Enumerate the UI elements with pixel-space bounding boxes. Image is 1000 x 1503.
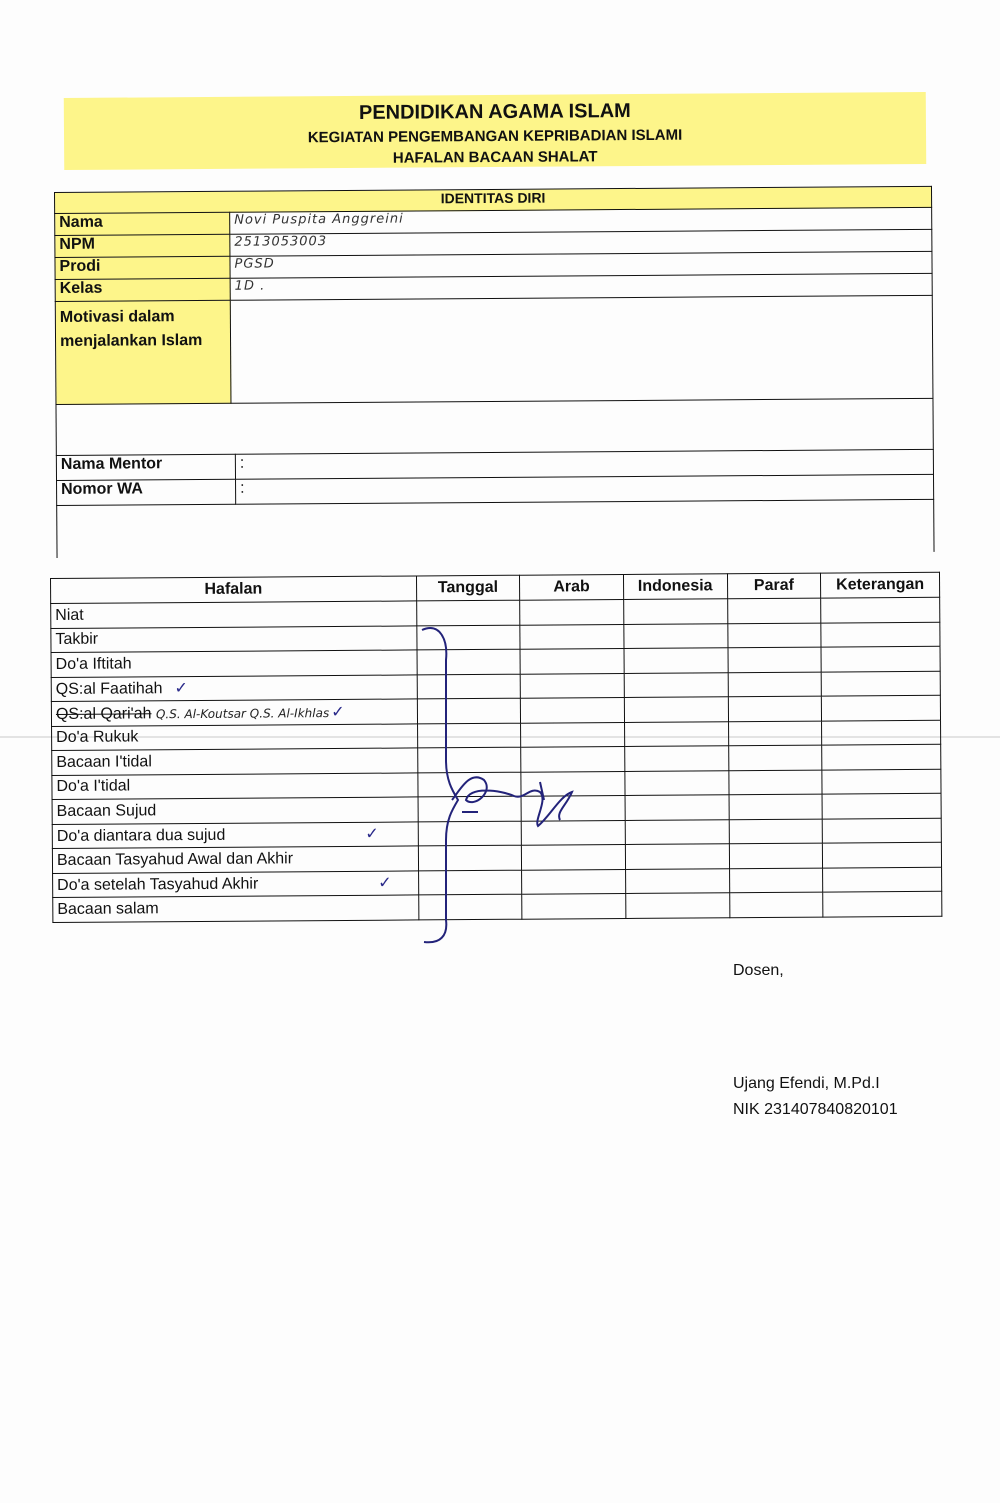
cell-paraf[interactable]: [729, 892, 823, 917]
cell-tanggal[interactable]: [416, 625, 520, 650]
field-value-kelas[interactable]: 1D .: [230, 273, 932, 300]
cell-keterangan[interactable]: [823, 867, 942, 892]
cell-indonesia[interactable]: [625, 868, 729, 893]
cell-arab[interactable]: [520, 624, 624, 649]
cell-indonesia[interactable]: [624, 672, 728, 697]
check-mark-icon: ✓: [331, 703, 345, 721]
cell-arab[interactable]: [521, 771, 625, 796]
hafalan-item-label: Do'a Rukuk: [56, 728, 139, 747]
dosen-name: Ujang Efendi, M.Pd.I: [733, 1075, 880, 1092]
hafalan-item-label: Bacaan I'tidal: [56, 753, 152, 771]
cell-arab[interactable]: [520, 599, 624, 624]
hafalan-item-label: QS:al Faatihah: [55, 680, 163, 699]
hafalan-item-label: Do'a I'tidal: [56, 777, 131, 796]
cell-paraf[interactable]: [729, 819, 823, 844]
cell-arab[interactable]: [520, 673, 624, 698]
cell-paraf[interactable]: [729, 868, 823, 893]
field-label-prodi: Prodi: [55, 256, 230, 279]
cell-keterangan[interactable]: [823, 891, 942, 916]
cell-indonesia[interactable]: [624, 648, 728, 673]
cell-keterangan[interactable]: [822, 720, 941, 745]
cell-paraf[interactable]: [728, 745, 822, 770]
cell-indonesia[interactable]: [625, 770, 729, 795]
hafalan-item: [53, 895, 419, 922]
dosen-block: [733, 1071, 898, 1123]
cell-keterangan[interactable]: [823, 842, 942, 867]
cell-indonesia[interactable]: [624, 721, 728, 746]
mentor-wa-label: Nomor WA: [57, 479, 236, 505]
cell-arab[interactable]: [522, 869, 626, 894]
hafalan-item-label: Takbir: [55, 630, 99, 649]
hafalan-item: [52, 797, 418, 824]
cell-indonesia[interactable]: [625, 844, 729, 869]
hafalan-item-label: Do'a diantara dua sujud: [56, 827, 226, 846]
cell-tanggal[interactable]: [416, 600, 520, 625]
hafalan-table: [50, 572, 942, 923]
mentor-name-label: Nama Mentor: [56, 454, 235, 480]
cell-indonesia[interactable]: [624, 697, 728, 722]
hafalan-item: [51, 625, 417, 652]
cell-indonesia[interactable]: [625, 795, 729, 820]
cell-keterangan[interactable]: [822, 818, 941, 843]
col-header-tanggal: Tanggal: [416, 575, 520, 601]
identity-title: IDENTITAS DIRI: [55, 186, 932, 213]
cell-paraf[interactable]: [728, 672, 822, 697]
cell-arab[interactable]: [521, 722, 625, 747]
hafalan-item: [51, 601, 417, 628]
hafalan-item-label: Do'a setelah Tasyahud Akhir: [57, 875, 259, 895]
cell-tanggal[interactable]: [418, 870, 522, 895]
check-mark-icon: ✓: [365, 825, 379, 844]
hafalan-item: [51, 699, 417, 726]
mentor-spacer: [56, 500, 934, 558]
cell-keterangan[interactable]: [821, 671, 940, 696]
cell-indonesia[interactable]: [625, 819, 729, 844]
field-value-motivasi[interactable]: [230, 295, 933, 403]
col-header-hafalan: Hafalan: [51, 576, 417, 604]
field-label-npm: NPM: [55, 234, 230, 257]
hafalan-item: [52, 772, 418, 799]
handwritten-note: Q.S. Al-Koutsar Q.S. Al-Ikhlas: [155, 705, 330, 722]
col-header-arab: Arab: [520, 574, 624, 600]
hafalan-item: [51, 674, 417, 701]
hafalan-item-label: Bacaan Sujud: [56, 802, 157, 820]
hafalan-item: [51, 650, 417, 677]
cell-indonesia[interactable]: [623, 599, 727, 624]
field-label-motivasi: Motivasi dalam menjalankan Islam: [55, 300, 231, 404]
cell-keterangan[interactable]: [822, 793, 941, 818]
hafalan-item: [52, 723, 418, 750]
cell-paraf[interactable]: [727, 623, 821, 648]
check-mark-icon: ✓: [378, 874, 392, 892]
cell-indonesia[interactable]: [625, 893, 729, 918]
col-header-keterangan: Keterangan: [821, 572, 940, 598]
cell-keterangan[interactable]: [821, 646, 940, 671]
hafalan-item-label: Bacaan salam: [57, 899, 159, 918]
cell-arab[interactable]: [522, 893, 626, 918]
cell-arab[interactable]: [522, 844, 626, 869]
col-header-paraf: Paraf: [727, 573, 821, 599]
cell-indonesia[interactable]: [624, 746, 728, 771]
field-value-nama[interactable]: Novi Puspita Anggreini: [230, 207, 932, 234]
identity-table: [54, 186, 933, 405]
cell-tanggal[interactable]: [418, 894, 522, 919]
hafalan-table-container: [50, 572, 942, 923]
cell-paraf[interactable]: [728, 721, 822, 746]
field-value-prodi[interactable]: PGSD: [230, 251, 932, 278]
cell-keterangan[interactable]: [821, 622, 940, 647]
hafalan-item-label: Niat: [55, 606, 84, 624]
cell-tanggal[interactable]: [417, 723, 521, 748]
document-subtitle: KEGIATAN PENGEMBANGAN KEPRIBADIAN ISLAMI: [307, 126, 683, 147]
cell-paraf[interactable]: [727, 598, 821, 623]
cell-tanggal[interactable]: [418, 821, 522, 846]
cell-keterangan[interactable]: [822, 769, 941, 794]
hafalan-item: [52, 748, 418, 775]
field-label-kelas: Kelas: [55, 278, 230, 301]
cell-tanggal[interactable]: [417, 649, 521, 674]
dosen-nik: NIK 231407840820101: [733, 1101, 898, 1118]
cell-paraf[interactable]: [728, 770, 822, 795]
cell-paraf[interactable]: [729, 794, 823, 819]
cell-tanggal[interactable]: [417, 747, 521, 772]
col-header-indonesia: Indonesia: [623, 574, 727, 600]
document-header: [64, 92, 926, 170]
hafalan-item-label: QS:al Qari'ah: [55, 705, 152, 723]
cell-tanggal[interactable]: [417, 674, 521, 699]
field-value-npm[interactable]: 2513053003: [230, 229, 932, 256]
cell-paraf[interactable]: [728, 647, 822, 672]
cell-tanggal[interactable]: [418, 845, 522, 870]
cell-indonesia[interactable]: [624, 623, 728, 648]
hafalan-item: [52, 846, 418, 873]
cell-keterangan[interactable]: [821, 597, 940, 622]
cell-tanggal[interactable]: [417, 698, 521, 723]
cell-tanggal[interactable]: [417, 772, 521, 797]
check-mark-icon: ✓: [174, 680, 188, 698]
hafalan-item-label: Do'a Iftitah: [55, 655, 132, 673]
cell-arab[interactable]: [521, 746, 625, 771]
document-title: PENDIDIKAN AGAMA ISLAM: [358, 100, 631, 124]
table-row: [53, 891, 942, 922]
cell-arab[interactable]: [521, 697, 625, 722]
cell-tanggal[interactable]: [418, 796, 522, 821]
cell-paraf[interactable]: [729, 843, 823, 868]
identity-form: [54, 186, 935, 558]
cell-arab[interactable]: [520, 648, 624, 673]
mentor-name-value[interactable]: :: [235, 449, 933, 479]
field-label-nama: Nama: [55, 212, 230, 235]
cell-keterangan[interactable]: [821, 695, 940, 720]
identity-spacer: [55, 399, 933, 455]
mentor-table: [56, 449, 934, 506]
hafalan-item: [53, 870, 419, 897]
cell-arab[interactable]: [521, 820, 625, 845]
mentor-wa-value[interactable]: :: [236, 474, 934, 504]
document-subtitle-2: HAFALAN BACAAN SHALAT: [392, 148, 598, 167]
cell-keterangan[interactable]: [822, 744, 941, 769]
hafalan-item: [52, 821, 418, 848]
hafalan-item-label: Bacaan Tasyahud Awal dan Akhir: [56, 850, 294, 869]
cell-paraf[interactable]: [728, 696, 822, 721]
cell-arab[interactable]: [521, 795, 625, 820]
dosen-label: Dosen,: [733, 962, 784, 979]
